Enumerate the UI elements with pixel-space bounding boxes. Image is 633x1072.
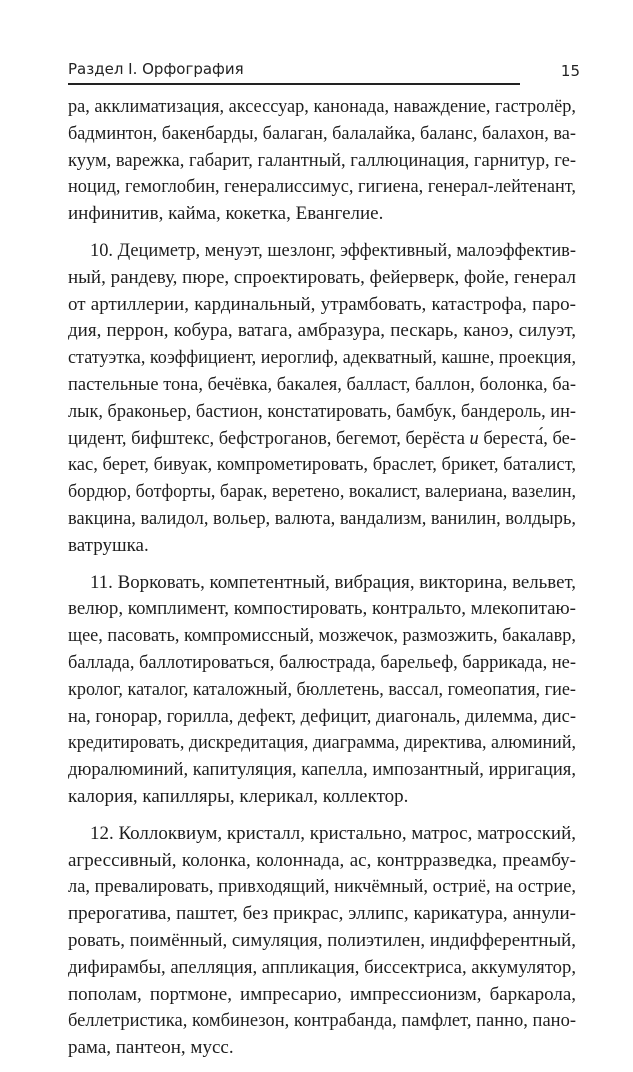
text-line	[68, 1035, 576, 1062]
page-number: 15	[560, 62, 580, 80]
line-text: ный, рандеву, пюре, спроектировать, фейерверк, фойе, генерал	[68, 266, 576, 288]
text-line	[68, 704, 576, 731]
text-line	[68, 677, 576, 704]
text-line	[68, 148, 576, 175]
line-text: ватрушка.	[68, 534, 149, 556]
line-text: вакцина, валидол, вольер, валюта, вандализм, ванилин, волдырь,	[68, 507, 576, 529]
text-line	[68, 982, 576, 1009]
line-text: на, гонорар, горилла, дефект, дефицит, диагональ, дилемма, дис-	[68, 705, 576, 727]
text-line	[68, 1008, 576, 1035]
text-line	[68, 955, 576, 982]
text-line	[68, 479, 576, 506]
text-line	[68, 452, 576, 479]
text-line	[68, 399, 576, 426]
line-text	[68, 426, 576, 453]
text-line	[68, 238, 576, 265]
text-line	[68, 94, 576, 121]
line-text: кролог, каталог, каталожный, бюллетень, вассал, гомеопатия, гие-	[68, 678, 576, 700]
text-line	[68, 650, 576, 677]
text-line	[68, 372, 576, 399]
line-text: ра, акклиматизация, аксессуар, канонада, наваждение, гастролёр,	[68, 96, 576, 117]
text-line	[68, 848, 576, 875]
text-line	[68, 596, 576, 623]
text-line	[68, 506, 576, 533]
text-line	[68, 784, 576, 811]
line-text: бордюр, ботфорты, барак, веретено, вокалист, валериана, вазелин,	[68, 481, 576, 503]
text-line	[68, 201, 576, 228]
text-line	[68, 757, 576, 784]
paragraph	[68, 94, 576, 228]
text-line	[68, 821, 576, 848]
text-line	[68, 174, 576, 201]
line-text: пастельные тона, бечёвка, бакалея, балласт, баллон, болонка, ба-	[68, 373, 576, 395]
line-text: статуэтка, коэффициент, иероглиф, адекватный, кашне, проекция,	[68, 347, 576, 369]
header-rule	[68, 83, 520, 85]
text-segment: береста́, бе-	[478, 427, 576, 449]
text-line	[68, 901, 576, 928]
text-line	[68, 292, 576, 319]
running-header	[68, 60, 578, 86]
line-text: пополам, портмоне, импресарио, импрессионизм, баркарола,	[68, 983, 576, 1005]
line-text: 12. Коллоквиум, кристалл, кристально, матрос, матросский,	[90, 822, 576, 844]
text-line	[68, 318, 576, 345]
text-line	[68, 730, 576, 757]
line-text: беллетристика, комбинезон, контрабанда, памфлет, панно, пано-	[68, 1010, 576, 1032]
line-text: калория, капилляры, клерикал, коллектор.	[68, 785, 409, 807]
line-text: дифирамбы, апелляция, аппликация, биссектриса, аккумулятор,	[68, 956, 576, 978]
line-text: велюр, комплимент, компостировать, контральто, млекопитаю-	[68, 598, 576, 620]
text-line	[68, 345, 576, 372]
paragraph	[68, 570, 576, 811]
text-line	[68, 533, 576, 560]
line-text: лык, браконьер, бастион, констатировать, бамбук, бандероль, ин-	[68, 400, 576, 422]
text-line	[68, 928, 576, 955]
line-text: щее, пасовать, компромиссный, мозжечок, размозжить, бакалавр,	[68, 625, 576, 647]
text-line	[68, 121, 576, 148]
paragraph	[68, 821, 576, 1062]
line-text: агрессивный, колонка, колоннада, ас, контрразведка, преамбу-	[68, 849, 576, 871]
text-line	[68, 874, 576, 901]
italic-conjunction: и	[469, 427, 479, 449]
line-text: 10. Дециметр, менуэт, шезлонг, эффективный, малоэффектив-	[90, 239, 576, 261]
line-text: куум, варежка, габарит, галантный, галлюцинация, гарнитур, ге-	[68, 149, 576, 171]
page-body	[68, 94, 576, 1072]
section-title: Раздел I. Орфография	[68, 60, 244, 78]
text-line	[68, 623, 576, 650]
line-text: рама, пантеон, мусс.	[68, 1037, 234, 1059]
text-line	[68, 265, 576, 292]
line-text: ла, превалировать, привходящий, никчёмный, остриё, на острие,	[68, 876, 576, 898]
line-text: дия, перрон, кобура, ватага, амбразура, пескарь, каноэ, силуэт,	[68, 320, 576, 342]
line-text: дюралюминий, капитуляция, капелла, импозантный, ирригация,	[68, 759, 576, 781]
text-line	[68, 570, 576, 597]
paragraph	[68, 238, 576, 560]
line-text: баллада, баллотироваться, балюстрада, барельеф, баррикада, не-	[68, 651, 576, 673]
line-text: прерогатива, паштет, без прикрас, эллипс, карикатура, аннули-	[68, 903, 576, 925]
text-line	[68, 426, 576, 453]
line-text: ровать, поимённый, симуляция, полиэтилен, индифферентный,	[68, 929, 576, 951]
line-text: 11. Ворковать, компетентный, вибрация, викторина, вельвет,	[90, 571, 576, 593]
line-text: от артиллерии, кардинальный, утрамбовать, катастрофа, паро-	[68, 293, 576, 315]
line-text: кас, берет, бивуак, компрометировать, браслет, брикет, баталист,	[68, 454, 576, 476]
text-segment: цидент, бифштекс, бефстроганов, бегемот, берёста	[68, 427, 470, 449]
line-text: бадминтон, бакенбарды, балаган, балалайка, баланс, балахон, ва-	[68, 122, 576, 144]
line-text: кредитировать, дискредитация, диаграмма, директива, алюминий,	[68, 732, 576, 754]
line-text: ноцид, гемоглобин, генералиссимус, гигиена, генерал-лейтенант,	[68, 176, 576, 198]
line-text: инфинитив, кайма, кокетка, Евангелие.	[68, 203, 384, 225]
